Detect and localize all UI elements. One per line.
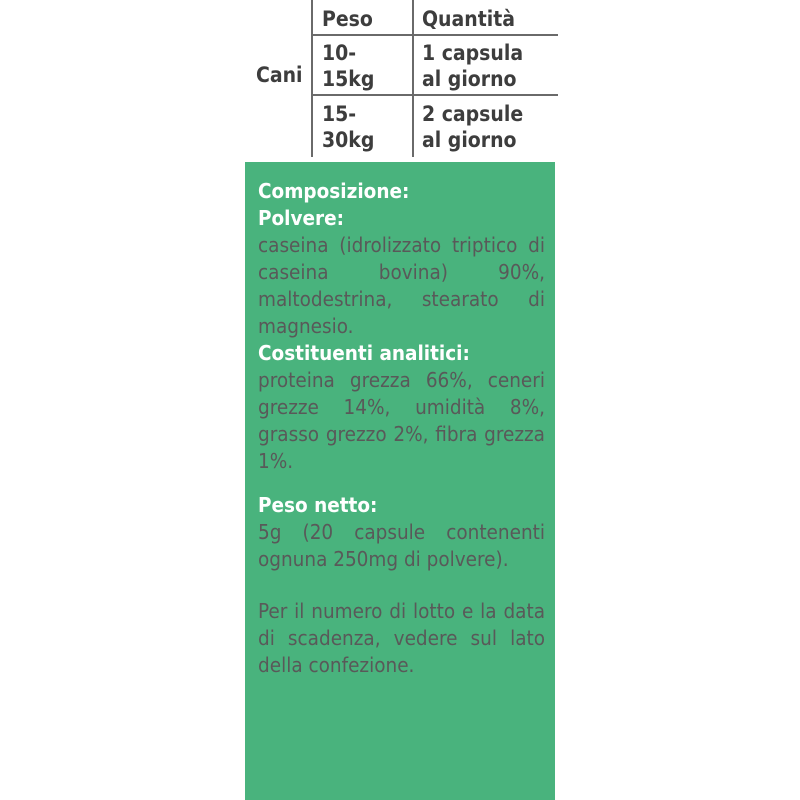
species-label: Cani — [256, 63, 303, 87]
analytical-text: proteina grezza 66%, ceneri grezze 14%, umidità 8%, grasso grezzo 2%, fibra grezza 1%. — [258, 368, 545, 473]
net-weight-text: 5g (20 capsule contenenti ognuna 250mg di polvere). — [258, 520, 545, 571]
composition-text — [258, 178, 545, 679]
table-divider — [311, 94, 558, 96]
analytical-heading: Costituenti analitici: — [258, 341, 470, 365]
powder-heading: Polvere: — [258, 206, 345, 230]
net-weight-heading: Peso netto: — [258, 493, 378, 517]
table-divider — [311, 0, 313, 157]
row-2-weight: 15- 30kg — [322, 102, 375, 152]
header-quantity: Quantità — [422, 7, 515, 31]
table-divider — [311, 34, 558, 36]
row-1-quantity: 1 capsula al giorno — [422, 41, 524, 91]
row-2-quantity: 2 capsule al giorno — [422, 102, 524, 152]
composition-panel — [245, 162, 555, 800]
table-divider — [412, 0, 414, 157]
header-weight: Peso — [322, 7, 373, 31]
dosage-table — [248, 0, 558, 160]
row-1-weight: 10- 15kg — [322, 41, 375, 91]
powder-text: caseina (idrolizzato triptico di caseina bovina) 90%, maltodestrina, stearato di magnesio. — [258, 233, 545, 338]
composition-title: Composizione: — [258, 179, 410, 203]
lot-info-text: Per il numero di lotto e la data di scadenza, vedere sul lato della confezione. — [258, 599, 545, 677]
